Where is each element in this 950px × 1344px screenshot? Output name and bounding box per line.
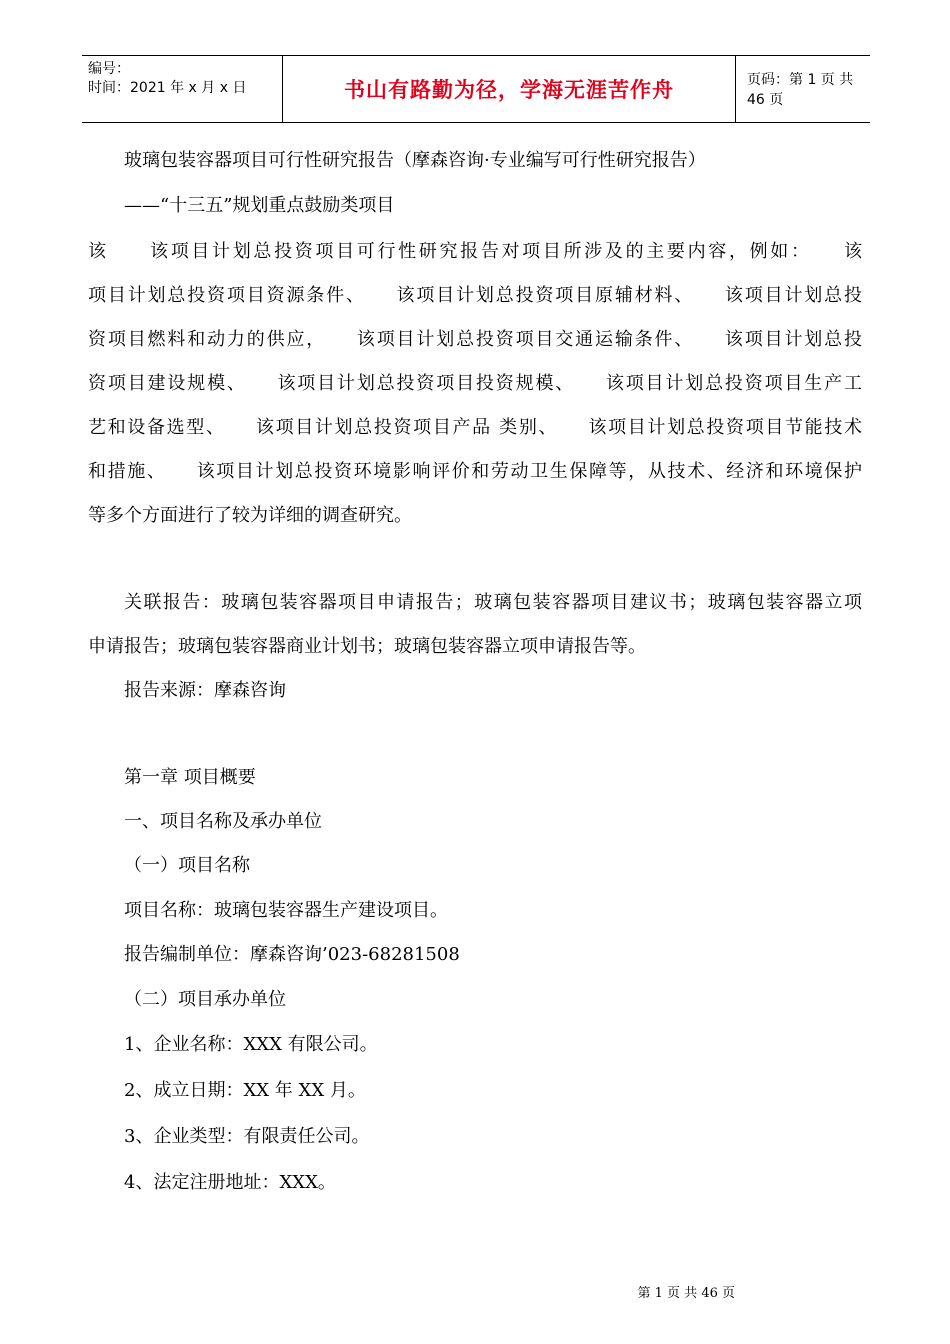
- intro-line: 艺和设备选型、 该项目计划总投资项目产品 类别、 该项目计划总投资项目节能技术: [88, 417, 862, 438]
- report-title: 玻璃包装容器项目可行性研究报告（摩森咨询·专业编写可行性研究报告）: [124, 150, 706, 171]
- doc-time-label: 时间：2021 年 x 月 x 日: [88, 80, 247, 96]
- list-item: 4、法定注册地址：XXX。: [124, 1172, 336, 1193]
- intro-line: 和措施、 该项目计划总投资环境影响评价和劳动卫生保障等，从技术、经济和环境保护: [88, 461, 862, 482]
- header-meta: [82, 56, 282, 122]
- subsection-heading: （一）项目名称: [124, 855, 250, 876]
- compiler-unit: 报告编制单位：摩森咨询’023-68281508: [124, 944, 460, 965]
- related-line: 关联报告：玻璃包装容器项目申请报告；玻璃包装容器项目建议书；玻璃包装容器立项: [124, 592, 862, 613]
- report-source: 报告来源：摩森咨询: [124, 680, 286, 701]
- intro-line: 等多个方面进行了较为详细的调查研究。: [88, 505, 412, 526]
- report-subtitle: ——“十三五”规划重点鼓励类项目: [124, 195, 395, 216]
- intro-line: 资项目建设规模、 该项目计划总投资项目投资规模、 该项目计划总投资项目生产工: [88, 373, 862, 394]
- chapter-heading: 第一章 项目概要: [124, 767, 256, 788]
- intro-line: 资项目燃料和动力的供应， 该项目计划总投资项目交通运输条件、 该项目计划总投: [88, 329, 862, 350]
- document-header: [82, 55, 870, 123]
- list-item: 2、成立日期：XX 年 XX 月。: [124, 1080, 366, 1101]
- intro-line: 该 该项目计划总投资项目可行性研究报告对项目所涉及的主要内容，例如： 该: [88, 241, 862, 262]
- list-item: 3、企业类型：有限责任公司。: [124, 1126, 370, 1147]
- section-heading: 一、项目名称及承办单位: [124, 811, 322, 832]
- related-line: 申请报告；玻璃包装容器商业计划书；玻璃包装容器立项申请报告等。: [88, 636, 646, 657]
- page-footer: [0, 1282, 950, 1301]
- list-item: 1、企业名称：XXX 有限公司。: [124, 1034, 378, 1055]
- header-motto: 书山有路勤为径，学海无涯苦作舟: [344, 78, 674, 102]
- intro-line: 项目计划总投资项目资源条件、 该项目计划总投资项目原辅材料、 该项目计划总投: [88, 285, 862, 306]
- doc-number-label: 编号：: [88, 61, 130, 77]
- header-page-number: 页码：第 1 页 共 46 页: [747, 72, 854, 108]
- footer-page-number: 第 1 页 共 46 页: [637, 1286, 735, 1301]
- project-name: 项目名称：玻璃包装容器生产建设项目。: [124, 900, 448, 921]
- subsection-heading: （二）项目承办单位: [124, 989, 286, 1010]
- header-page-cell: [735, 56, 870, 122]
- header-motto-cell: [282, 56, 736, 122]
